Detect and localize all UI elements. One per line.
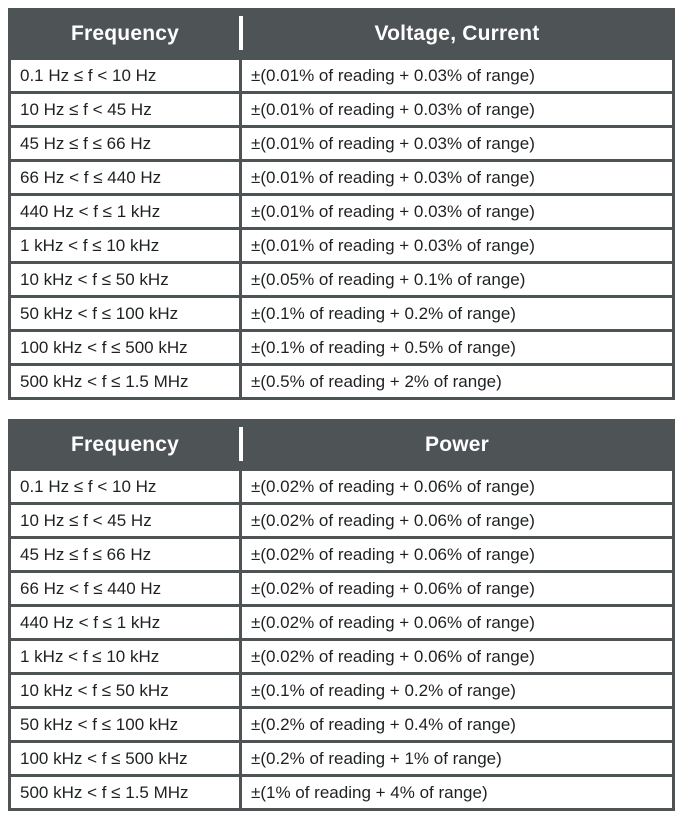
accuracy-spec-cell: ±(0.01% of reading + 0.03% of range) (241, 229, 674, 263)
frequency-range-cell: 500 kHz < f ≤ 1.5 MHz (10, 365, 241, 399)
table-row (10, 470, 674, 504)
frequency-column-header: Frequency (10, 10, 241, 59)
table-row (10, 161, 674, 195)
accuracy-spec-cell: ±(0.01% of reading + 0.03% of range) (241, 195, 674, 229)
frequency-column-header: Frequency (10, 421, 241, 470)
frequency-range-cell: 500 kHz < f ≤ 1.5 MHz (10, 776, 241, 810)
table-row (10, 365, 674, 399)
table-row (10, 504, 674, 538)
frequency-range-cell: 440 Hz < f ≤ 1 kHz (10, 195, 241, 229)
accuracy-spec-cell: ±(0.1% of reading + 0.2% of range) (241, 674, 674, 708)
accuracy-spec-cell: ±(0.02% of reading + 0.06% of range) (241, 538, 674, 572)
table-row (10, 572, 674, 606)
accuracy-spec-cell: ±(0.5% of reading + 2% of range) (241, 365, 674, 399)
table-row (10, 538, 674, 572)
table-row (10, 59, 674, 93)
frequency-range-cell: 0.1 Hz ≤ f < 10 Hz (10, 59, 241, 93)
frequency-range-cell: 0.1 Hz ≤ f < 10 Hz (10, 470, 241, 504)
frequency-range-cell: 66 Hz < f ≤ 440 Hz (10, 572, 241, 606)
table-row (10, 263, 674, 297)
voltage-current-column-header: Voltage, Current (241, 10, 674, 59)
table-row (10, 640, 674, 674)
table-row (10, 742, 674, 776)
accuracy-spec-cell: ±(0.02% of reading + 0.06% of range) (241, 504, 674, 538)
table-row (10, 229, 674, 263)
table-row (10, 297, 674, 331)
frequency-range-cell: 66 Hz < f ≤ 440 Hz (10, 161, 241, 195)
accuracy-spec-cell: ±(0.1% of reading + 0.2% of range) (241, 297, 674, 331)
table-row (10, 674, 674, 708)
power-column-header: Power (241, 421, 674, 470)
frequency-range-cell: 50 kHz < f ≤ 100 kHz (10, 708, 241, 742)
table-row (10, 195, 674, 229)
table-row (10, 606, 674, 640)
frequency-range-cell: 10 Hz ≤ f < 45 Hz (10, 93, 241, 127)
frequency-range-cell: 45 Hz ≤ f ≤ 66 Hz (10, 127, 241, 161)
frequency-range-cell: 10 kHz < f ≤ 50 kHz (10, 674, 241, 708)
accuracy-spec-cell: ±(0.1% of reading + 0.5% of range) (241, 331, 674, 365)
accuracy-spec-cell: ±(0.02% of reading + 0.06% of range) (241, 470, 674, 504)
power-header-row (10, 421, 674, 470)
frequency-range-cell: 10 kHz < f ≤ 50 kHz (10, 263, 241, 297)
accuracy-spec-cell: ±(0.2% of reading + 0.4% of range) (241, 708, 674, 742)
frequency-range-cell: 45 Hz ≤ f ≤ 66 Hz (10, 538, 241, 572)
voltage-current-header-row (10, 10, 674, 59)
table-row (10, 776, 674, 810)
frequency-range-cell: 1 kHz < f ≤ 10 kHz (10, 640, 241, 674)
frequency-range-cell: 1 kHz < f ≤ 10 kHz (10, 229, 241, 263)
table-row (10, 93, 674, 127)
power-table (8, 419, 675, 811)
accuracy-spec-cell: ±(1% of reading + 4% of range) (241, 776, 674, 810)
accuracy-spec-cell: ±(0.02% of reading + 0.06% of range) (241, 606, 674, 640)
accuracy-spec-cell: ±(0.01% of reading + 0.03% of range) (241, 59, 674, 93)
accuracy-spec-cell: ±(0.01% of reading + 0.03% of range) (241, 127, 674, 161)
accuracy-spec-cell: ±(0.01% of reading + 0.03% of range) (241, 161, 674, 195)
table-row (10, 708, 674, 742)
frequency-range-cell: 440 Hz < f ≤ 1 kHz (10, 606, 241, 640)
accuracy-spec-cell: ±(0.05% of reading + 0.1% of range) (241, 263, 674, 297)
accuracy-spec-cell: ±(0.02% of reading + 0.06% of range) (241, 640, 674, 674)
frequency-range-cell: 100 kHz < f ≤ 500 kHz (10, 331, 241, 365)
frequency-range-cell: 10 Hz ≤ f < 45 Hz (10, 504, 241, 538)
accuracy-spec-cell: ±(0.02% of reading + 0.06% of range) (241, 572, 674, 606)
frequency-range-cell: 100 kHz < f ≤ 500 kHz (10, 742, 241, 776)
accuracy-spec-cell: ±(0.01% of reading + 0.03% of range) (241, 93, 674, 127)
table-row (10, 127, 674, 161)
voltage-current-table (8, 8, 675, 400)
frequency-range-cell: 50 kHz < f ≤ 100 kHz (10, 297, 241, 331)
accuracy-spec-cell: ±(0.2% of reading + 1% of range) (241, 742, 674, 776)
table-row (10, 331, 674, 365)
